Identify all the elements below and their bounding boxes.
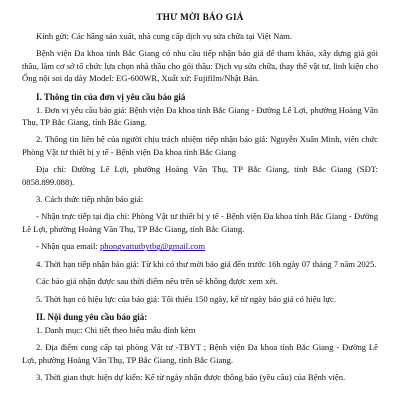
email-label: - Nhận qua email:	[36, 241, 100, 252]
section-1-item-3: 3. Cách thức tiếp nhận báo giá:	[36, 194, 144, 205]
section-2-heading: II. Nội dung yêu cầu báo giá:	[36, 311, 148, 322]
document-title: THƯ MỜI BÁO GIÁ	[156, 12, 244, 22]
contact-address: Địa chỉ: Đường Lê Lợi, phường Hoàng Văn Thụ, TP Bắc Giang, tỉnh Bắc Giang (SĐT: 0858.899.088).	[22, 164, 378, 187]
email-link[interactable]: phongvattutbytbg@gmail.com	[99, 241, 206, 252]
section-1-item-4: 4. Thời hạn tiếp nhận báo giá: Từ khi có thư mời báo giá đến trước 16h ngày 07 tháng 7 năm 2025.	[36, 258, 377, 269]
section-2-item-2: 2. Địa điểm cung cấp tại phòng Vật tư -TBYT ; Bệnh viện Đa khoa tỉnh Bắc Giang - Đường Lê Lợi, phường Hoàng Văn Thụ, TP Bắc Giang, tỉnh Bắc Giang.	[22, 342, 378, 365]
section-2-item-1: 1. Danh mục: Chi tiết theo biểu mẫu đính kèm	[36, 324, 196, 335]
section-1-item-3a: - Nhận trực tiếp tại địa chỉ: Phòng Vật tư thiết bị y tế - Bệnh viện Đa khoa tỉnh Bắc Giang - Đường Lê Lợi, phường Hoàng Văn Thụ, TP Bắc Giang, tỉnh Bắc Giang.	[22, 211, 378, 234]
section-1-item-3b	[22, 240, 378, 252]
greeting-paragraph: Kính gửi: Các hãng sản xuất, nhà cung cấp dịch vụ sửa chữa tại Việt Nam.	[36, 31, 293, 41]
late-submission-note: Các báo giá nhận được sau thời điểm nêu trên sẽ không được xem xét.	[36, 276, 278, 287]
intro-paragraph: Bệnh viện Đa khoa tỉnh Bắc Giang có nhu cầu tiếp nhận báo giá để tham khảo, xây dựng giá gói thầu, làm cơ sở tổ chức lựa chọn nhà thầu cho gói thầu: Dịch vụ sửa chữa, thay thế vật tư, linh kiện cho Ống nội soi dạ dày Model: EG-600WR, Xuất xứ: Fujifilm/Nhật Bản.	[22, 48, 378, 84]
section-2-item-3: 3. Thời gian thực hiện dự kiến: Kể từ ngày nhận được thông báo (yêu cầu) của Bệnh viện.	[36, 372, 346, 383]
section-1-item-2: 2. Thông tin liên hệ của người chịu trách nhiệm tiếp nhận báo giá: Nguyễn Xuân Minh, viên chức Phòng Vật tư thiết bị y tế - Bệnh viện Đa khoa tỉnh Bắc Giang	[22, 134, 378, 157]
section-1-item-5: 5. Thời hạn có hiệu lực của báo giá: Tối thiểu 150 ngày, kể từ ngày báo giá có hiệu lực.	[36, 293, 336, 304]
section-1-item-1: 1. Đơn vị yêu cầu báo giá: Bệnh viện Đa khoa tỉnh Bắc Giang - Đường Lê Lợi, phường Hoàng Văn Thụ, TP Bắc Giang, tỉnh Bắc Giang.	[22, 104, 378, 128]
section-1-heading: I. Thông tin của đơn vị yêu cầu báo giá	[36, 91, 186, 102]
